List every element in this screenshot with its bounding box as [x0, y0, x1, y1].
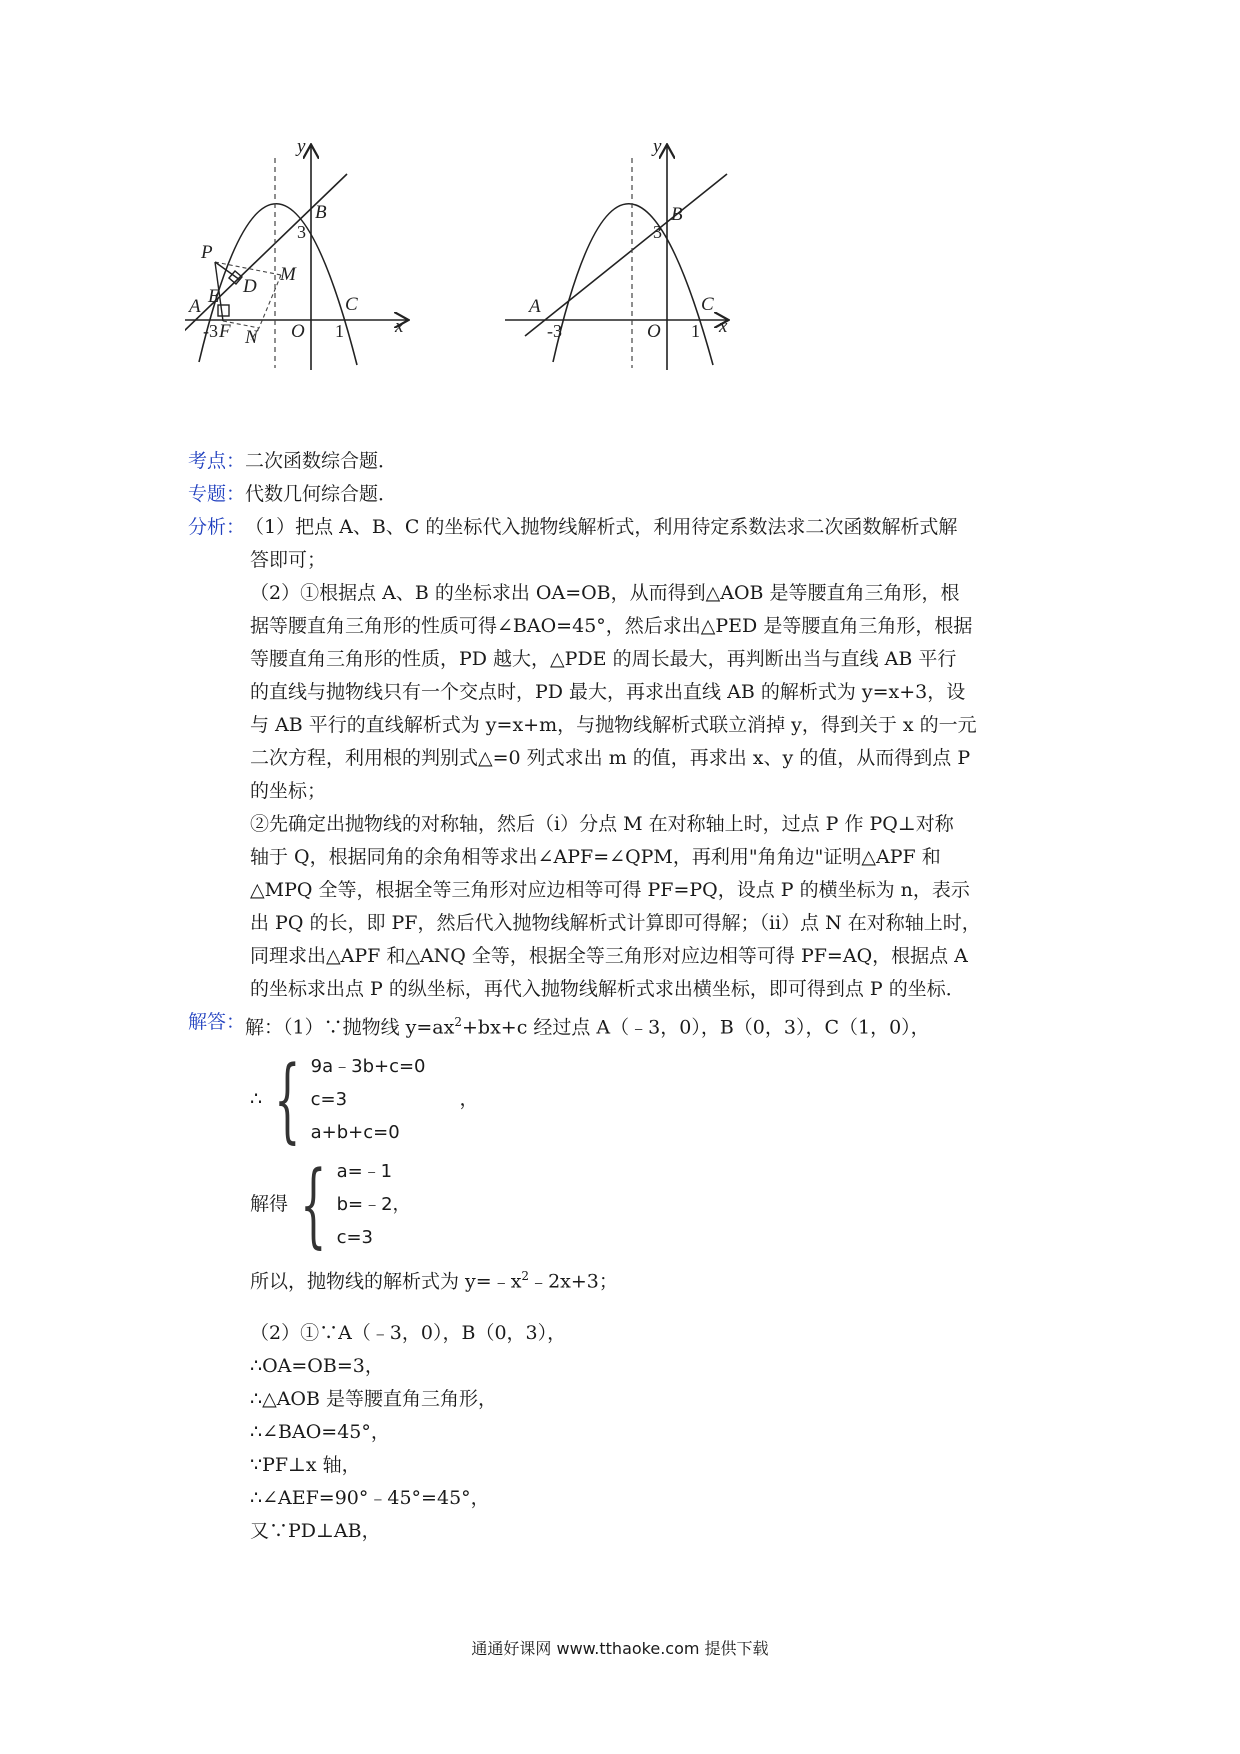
origin-label: O	[647, 321, 661, 342]
fenxi-label: 分析：	[188, 516, 246, 538]
equation-line: c=3	[336, 1227, 373, 1249]
zhuanti-text: 代数几何综合题．	[245, 483, 398, 505]
kaodian-text: 二次函数综合题．	[245, 450, 398, 472]
equation-system-1: ∴ { 9a﹣3b+c=0 c=3 a+b+c=0 ，	[250, 1045, 479, 1153]
y-label: y	[653, 140, 662, 157]
tick-3: 3	[653, 222, 662, 242]
fenxi-p2-line: 与 AB 平行的直线解析式为 y=x+m，与抛物线解析式联立消掉 y，得到关于 x 的一元	[250, 714, 977, 736]
x-label: x	[719, 316, 728, 337]
tick-1: 1	[335, 321, 344, 341]
point-f-label: F	[219, 321, 231, 342]
y-label: y	[297, 140, 306, 157]
zhuanti-row	[188, 478, 1068, 511]
solution-content	[188, 445, 1068, 1548]
point-a-label: A	[189, 296, 201, 317]
fenxi-p2-line: 的坐标；	[250, 780, 327, 802]
fenxi-p2	[250, 577, 1068, 808]
fenxi-p3-line: ②先确定出抛物线的对称轴，然后（i）分点 M 在对称轴上时，过点 P 作 PQ⊥对称	[250, 813, 954, 835]
step-line: （2）①∵A（﹣3，0），B（0，3），	[250, 1321, 567, 1344]
step-line: ∴∠AEF=90°﹣45°=45°，	[250, 1486, 490, 1509]
fenxi-p2-line: 据等腰直角三角形的性质可得∠BAO=45°，然后求出△PED 是等腰直角三角形，根据	[250, 615, 973, 637]
fenxi-p2-line: 等腰直角三角形的性质，PD 越大，△PDE 的周长最大，再判断出当与直线 AB 平行	[250, 648, 957, 670]
fenxi-p3-line: 同理求出△APF 和△ANQ 全等，根据全等三角形对应边相等可得 PF=AQ，根据点 A	[250, 945, 968, 967]
equation-line: a+b+c=0	[310, 1122, 400, 1144]
fenxi-p3-line: △MPQ 全等，根据全等三角形对应边相等可得 PF=PQ，设点 P 的横坐标为 n，表示	[250, 879, 970, 901]
tick-1: 1	[691, 321, 700, 341]
tick-neg3: -3	[203, 321, 218, 341]
zhuanti-label: 专题：	[188, 483, 246, 505]
figure-left	[185, 140, 475, 410]
result-line: 所以，抛物线的解析式为 $y=﹣x^2﹣2x+3$；	[250, 1269, 618, 1293]
step-line: ∴∠BAO=45°，	[250, 1420, 390, 1443]
fenxi-p1-line2: 答即可；	[250, 549, 327, 571]
jieda-row	[188, 1006, 1068, 1044]
parabola	[553, 204, 713, 365]
origin-label: O	[291, 321, 305, 342]
kaodian-label: 考点：	[188, 450, 246, 472]
point-e-label: E	[208, 286, 220, 307]
x-label: x	[395, 316, 404, 337]
point-p-label: P	[201, 242, 213, 263]
equation-line: 9a﹣3b+c=0	[310, 1056, 426, 1078]
point-a-label: A	[529, 296, 541, 317]
point-n-label: N	[245, 327, 258, 348]
equation-line: c=3	[310, 1089, 348, 1111]
fenxi-p3-line: 的坐标求出点 P 的纵坐标，再代入抛物线解析式求出横坐标，即可得到点 P 的坐标．	[250, 978, 965, 1000]
step-line: ∴△AOB 是等腰直角三角形，	[250, 1387, 498, 1410]
fenxi-p3-line: 轴于 Q，根据同角的余角相等求出∠APF=∠QPM，再利用"角角边"证明△APF 和	[250, 846, 941, 868]
equation-system-2: 解得 { a=﹣1 b=﹣2， c=3	[250, 1150, 411, 1258]
step-line: 又∵PD⊥AB，	[250, 1519, 381, 1542]
footer-watermark: 通通好课网 www.tthaoke.com 提供下载	[471, 1639, 769, 1658]
fenxi-p2-line: 的直线与抛物线只有一个交点时，PD 最大，再求出直线 AB 的解析式为 y=x+3，设	[250, 681, 966, 703]
fenxi-p1-line1: （1）把点 A、B、C 的坐标代入抛物线解析式，利用待定系数法求二次函数解析式解	[245, 516, 958, 538]
point-d-label: D	[243, 276, 257, 297]
point-c-label: C	[345, 294, 358, 315]
equation-line: b=﹣2，	[336, 1194, 411, 1216]
tick-neg3: -3	[547, 321, 562, 341]
fenxi-p3	[250, 808, 1068, 1006]
point-m-label: M	[280, 264, 296, 285]
jieda-line1: 解：（1）∵抛物线 $y=ax^2+bx+c$ 经过点 A（﹣3，0），B（0，3），C（1，0），	[245, 1015, 930, 1039]
figure-right	[505, 140, 795, 410]
brace-icon: {	[300, 1150, 327, 1258]
fenxi-row	[188, 511, 1068, 544]
step-line: ∴OA=OB=3，	[250, 1354, 384, 1377]
equation-line: a=﹣1	[336, 1161, 393, 1183]
fenxi-p2-line: 二次方程，利用根的判别式△=0 列式求出 m 的值，再求出 x、y 的值，从而得到点 P	[250, 747, 971, 769]
jieda-label: 解答：	[188, 1011, 246, 1033]
solution-steps	[250, 1317, 1068, 1548]
fenxi-p3-line: 出 PQ 的长，即 PF，然后代入抛物线解析式计算即可得解；（ii）点 N 在对称轴上时，	[250, 912, 981, 934]
kaodian-row	[188, 445, 1068, 478]
fenxi-p2-line: （2）①根据点 A、B 的坐标求出 OA=OB，从而得到△AOB 是等腰直角三角形，根	[250, 582, 960, 604]
step-line: ∵PF⊥x 轴，	[250, 1453, 361, 1476]
point-b-label: B	[315, 202, 327, 223]
brace-icon: {	[274, 1045, 301, 1153]
point-b-label: B	[671, 204, 683, 225]
point-c-label: C	[701, 294, 714, 315]
tick-3: 3	[297, 222, 306, 242]
